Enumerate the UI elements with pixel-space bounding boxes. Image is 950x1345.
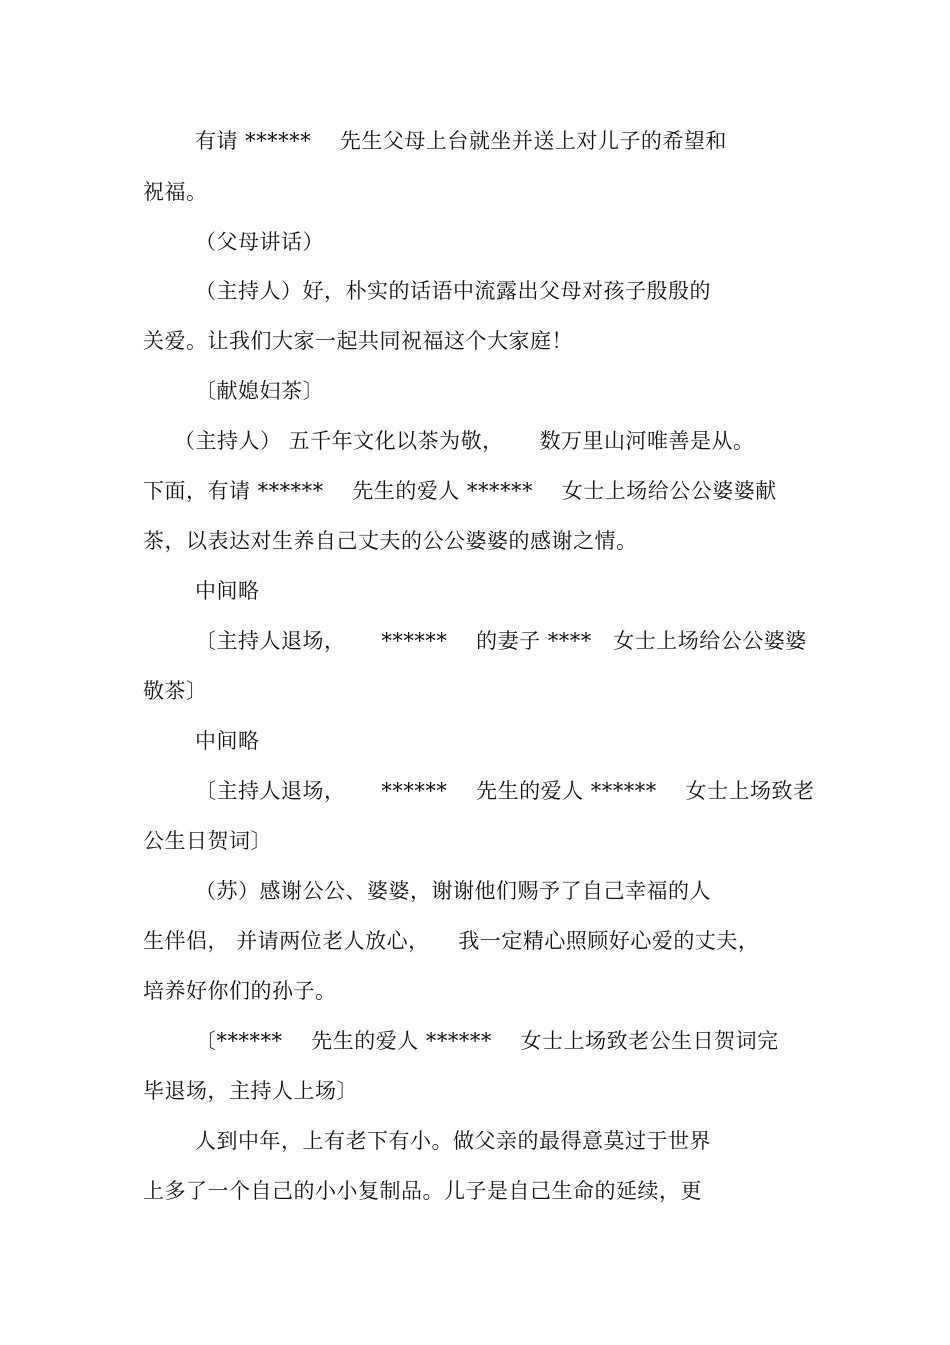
paragraph-line: 〔****** 先生的爱人 ****** 女士上场致老公生日贺词完: [195, 1029, 779, 1053]
paragraph-line: 关爱。让我们大家一起共同祝福这个大家庭！: [143, 329, 573, 353]
paragraph-line: 〔献媳妇茶〕: [195, 379, 324, 403]
paragraph-line: （苏）感谢公公、婆婆，谢谢他们赐予了自己幸福的人: [195, 879, 711, 903]
paragraph-line: 〔主持人退场， ****** 的妻子 **** 女士上场给公公婆婆: [195, 629, 807, 653]
paragraph-line: 〔主持人退场， ****** 先生的爱人 ****** 女士上场致老: [195, 779, 815, 803]
paragraph-line: （主持人） 五千年文化以茶为敬， 数万里山河唯善是从。: [174, 429, 755, 453]
paragraph-line: 敬茶〕: [143, 679, 208, 703]
paragraph-line: （主持人）好，朴实的话语中流露出父母对孩子殷殷的: [195, 279, 711, 303]
paragraph-line: 中间略: [195, 729, 260, 753]
paragraph-line: 茶，以表达对生养自己丈夫的公公婆婆的感谢之情。: [143, 529, 638, 553]
paragraph-line: 上多了一个自己的小小复制品。儿子是自己生命的延续，更: [143, 1179, 702, 1203]
paragraph-line: 有请 ****** 先生父母上台就坐并送上对儿子的希望和: [195, 129, 727, 153]
paragraph-line: 下面，有请 ****** 先生的爱人 ****** 女士上场给公公婆婆献: [143, 479, 777, 503]
paragraph-line: 人到中年，上有老下有小。做父亲的最得意莫过于世界: [195, 1129, 711, 1153]
paragraph-line: 祝福。: [143, 180, 208, 204]
paragraph-line: （父母讲话）: [195, 230, 324, 254]
paragraph-line: 培养好你们的孙子。: [143, 979, 337, 1003]
paragraph-line: 中间略: [195, 579, 260, 603]
paragraph-line: 公生日贺词〕: [143, 829, 272, 853]
paragraph-line: 生伴侣， 并请两位老人放心， 我一定精心照顾好心爱的丈夫，: [143, 929, 760, 953]
paragraph-line: 毕退场，主持人上场〕: [143, 1079, 358, 1103]
